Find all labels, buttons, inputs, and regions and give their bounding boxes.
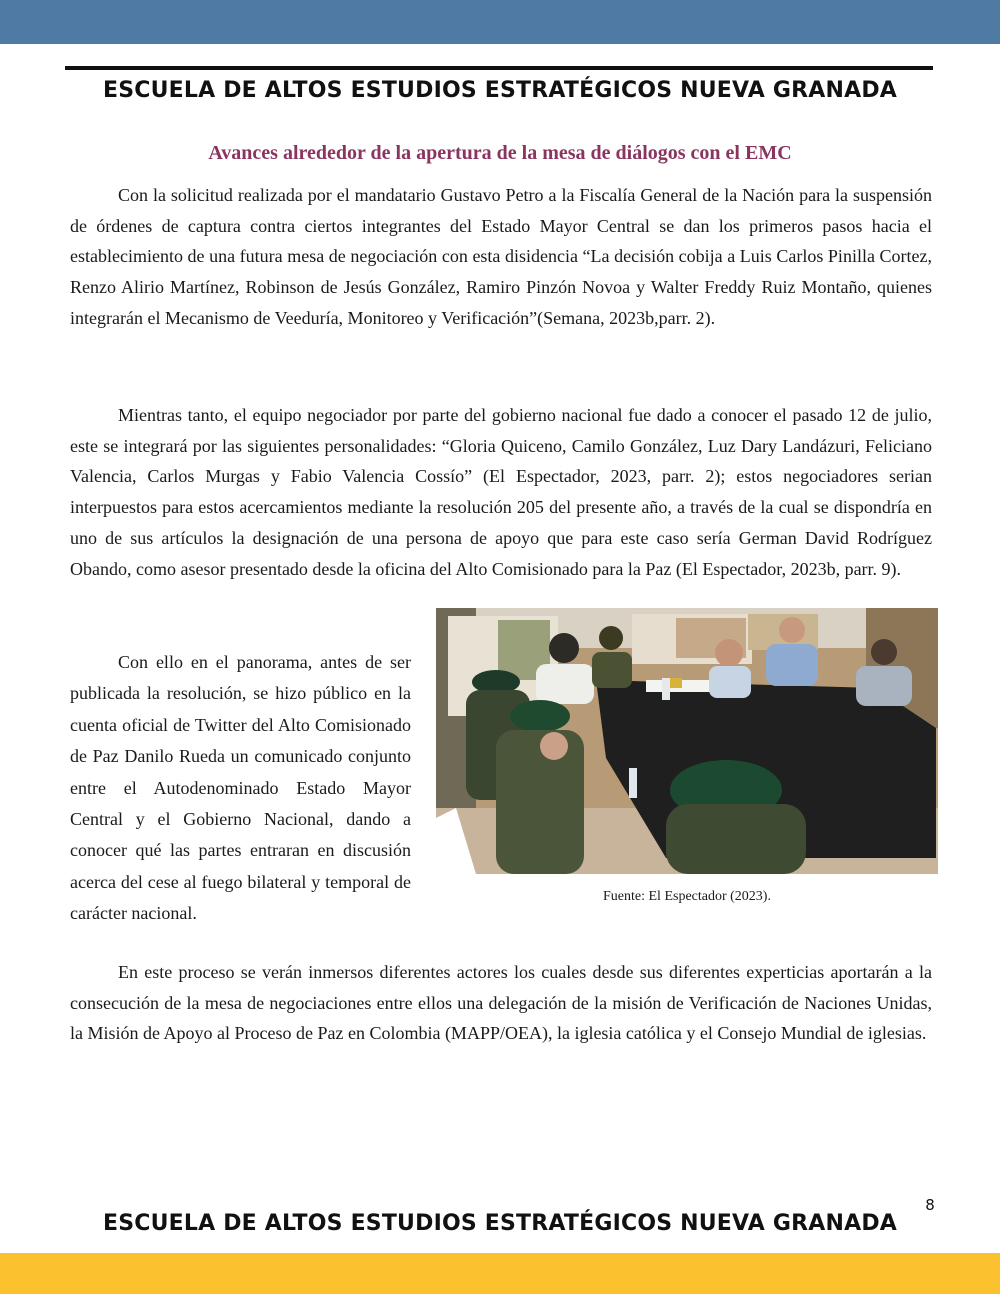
bottom-color-band <box>0 1253 1000 1294</box>
article-title: Avances alrededor de la apertura de la mesa de diálogos con el EMC <box>208 142 792 164</box>
page-number: 8 <box>925 1196 935 1214</box>
paragraph-3: Con ello en el panorama, antes de ser publicada la resolución, se hizo público en la cuenta oficial de Twitter del Alto Comisionado de Paz Danilo Rueda un comunicado conjunto entre el Autodenominado Estado Mayor Central y el Gobierno Nacional, dando a conocer qué las partes entraran en discusión acerca del cese al fuego bilateral y temporal de carácter nacional. <box>70 652 411 924</box>
top-color-band <box>0 0 1000 44</box>
paragraph-1: Con la solicitud realizada por el mandatario Gustavo Petro a la Fiscalía General de la Nación para la suspensión de órdenes de captura contra ciertos integrantes del Estado Mayor Central se dan los primeros pasos hacia el establecimiento de una futura mesa de negociación con esta disidencia “La decisión cobija a Luis Carlos Pinilla Cortez, Renzo Alirio Martínez, Robinson de Jesús González, Ramiro Pinzón Novoa y Walter Freddy Ruiz Montaño, quienes integrarán el Mecanismo de Veeduría, Monitoreo y Verificación”(Semana, 2023b,parr. 2). <box>70 185 932 328</box>
header-rule <box>65 66 933 70</box>
paragraph-4: En este proceso se verán inmersos diferentes actores los cuales desde sus diferentes experticias aportarán a la consecución de la mesa de negociaciones entre ellos una delegación de la misión de Verificación de Naciones Unidas, la Misión de Apoyo al Proceso de Paz en Colombia (MAPP/OEA), la iglesia católica y el Consejo Mundial de iglesias. <box>70 962 932 1044</box>
photo-caption: Fuente: El Espectador (2023). <box>603 889 771 904</box>
page-header-title: ESCUELA DE ALTOS ESTUDIOS ESTRATÉGICOS NUEVA GRANADA <box>102 78 898 103</box>
meeting-photo <box>436 608 938 874</box>
paragraph-2: Mientras tanto, el equipo negociador por parte del gobierno nacional fue dado a conocer el pasado 12 de julio, este se integrará por las siguientes personalidades: “Gloria Quiceno, Camilo González, Luz Dary Landázuri, Feliciano Valencia, Carlos Murgas y Fabio Valencia Cossío” (El Espectador, 2023, parr. 2); estos negociadores serian interpuestos para estos acercamientos mediante la resolución 205 del presente año, a través de la cual se dispondría en uno de sus artículos la designación de una persona de apoyo que para este caso sería German David Rodríguez Obando, como asesor presentado desde la oficina del Alto Comisionado para la Paz (El Espectador, 2023b, parr. 9). <box>70 405 932 579</box>
page-footer-title: ESCUELA DE ALTOS ESTUDIOS ESTRATÉGICOS NUEVA GRANADA <box>102 1211 898 1236</box>
